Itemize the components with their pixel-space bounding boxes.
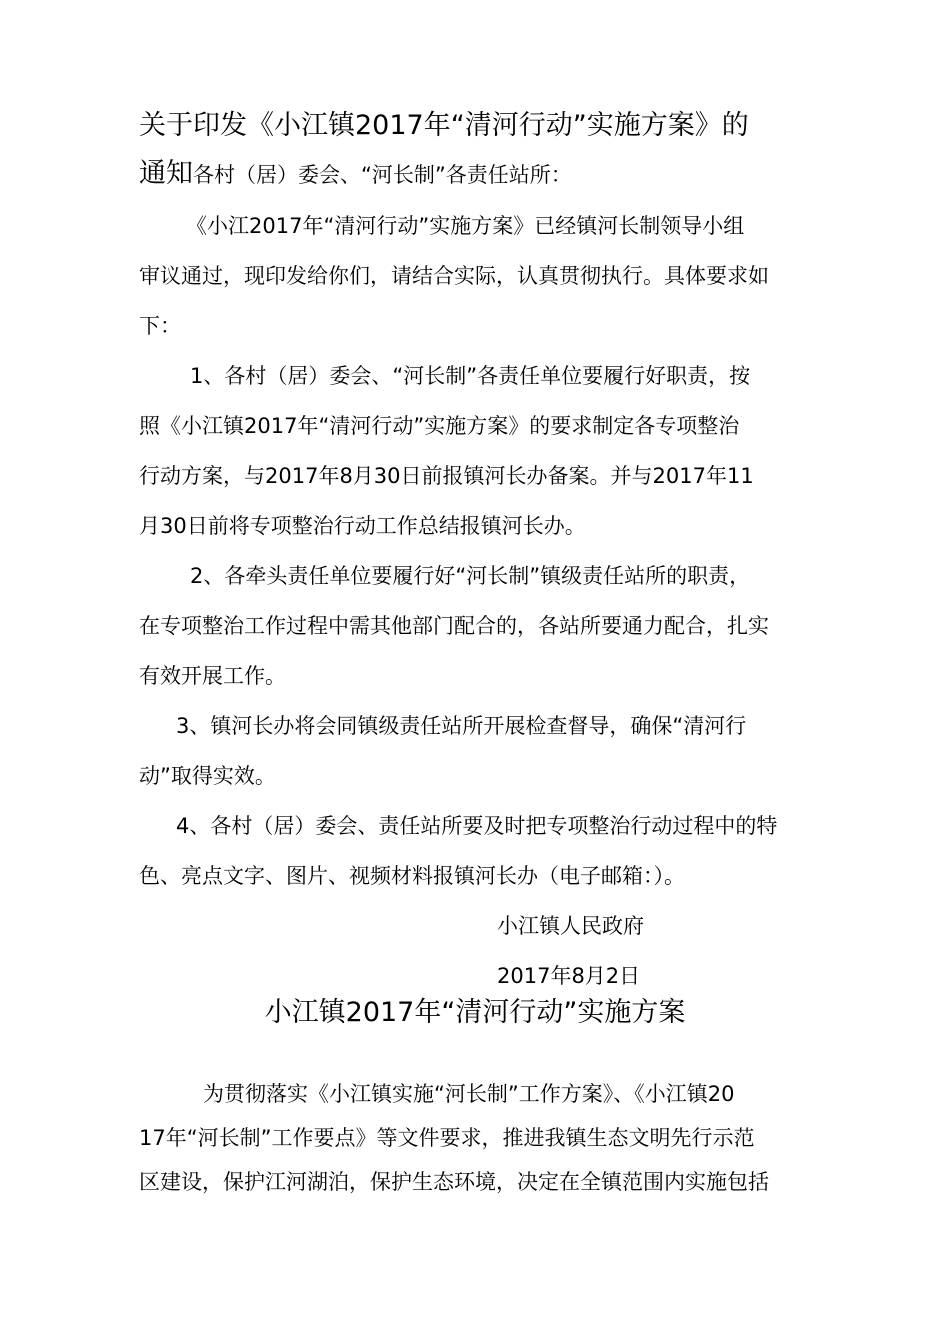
addressee: 各村（居）委会、“河长制”各责任站所： <box>193 163 572 187</box>
notice-date: 2017年8月2日 <box>497 964 641 988</box>
notice-title-tail: 通知 <box>139 158 193 189</box>
item4-line-2: 色、亮点文字、图片、视频材料报镇河长办（电子邮箱：）。 <box>139 864 685 888</box>
plan-body-line-1: 为贯彻落实《小江镇实施“河长制”工作方案》、《小江镇20 <box>203 1082 735 1106</box>
item1-line-2: 照《小江镇2017年“清河行动”实施方案》的要求制定各专项整治 <box>139 414 740 438</box>
item1-line-4: 月30日前将专项整治行动工作总结报镇河长办。 <box>139 514 586 538</box>
plan-body-line-2: 17年“河长制”工作要点》等文件要求，推进我镇生态文明先行示范 <box>139 1126 755 1150</box>
intro-line-3: 下： <box>139 314 181 338</box>
plan-title: 小江镇2017年“清河行动”实施方案 <box>264 997 686 1028</box>
item1-line-3: 行动方案，与2017年8月30日前报镇河长办备案。并与2017年11 <box>139 464 754 488</box>
item2-line-3: 有效开展工作。 <box>139 664 286 688</box>
item2-line-2: 在专项整治工作过程中需其他部门配合的，各站所要通力配合，扎实 <box>139 614 769 638</box>
signature: 小江镇人民政府 <box>497 914 644 938</box>
item3-line-1: 3、镇河长办将会同镇级责任站所开展检查督导，确保“清河行 <box>176 714 747 738</box>
notice-title-line2 <box>139 156 572 193</box>
item1-line-1: 1、各村（居）委会、“河长制”各责任单位要履行好职责，按 <box>190 364 751 388</box>
item4-line-1: 4、各村（居）委会、责任站所要及时把专项整治行动过程中的特 <box>176 814 778 838</box>
plan-body-line-3: 区建设，保护江河湖泊，保护生态环境，决定在全镇范围内实施包括 <box>139 1170 769 1194</box>
item3-line-2: 动”取得实效。 <box>139 764 276 788</box>
intro-line-1: 《小江2017年“清河行动”实施方案》已经镇河长制领导小组 <box>186 214 745 238</box>
intro-line-2: 审议通过，现印发给你们，请结合实际，认真贯彻执行。具体要求如 <box>139 264 769 288</box>
notice-title-line1: 关于印发《小江镇2017年“清河行动”实施方案》的 <box>139 110 749 141</box>
item2-line-1: 2、各牵头责任单位要履行好“河长制”镇级责任站所的职责， <box>190 564 751 588</box>
